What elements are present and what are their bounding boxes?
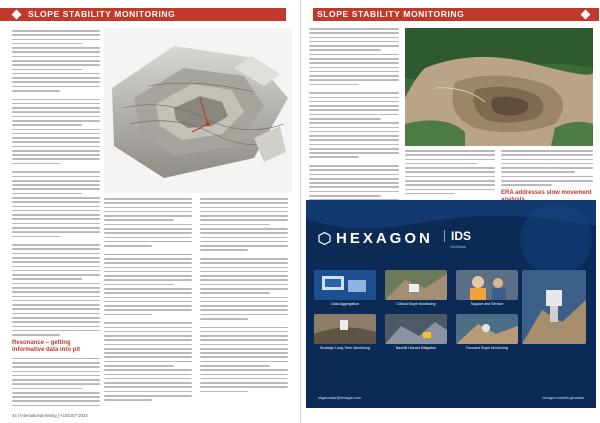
ids-logo-subtitle: GeoRadar <box>450 245 467 249</box>
tile-focused-slope-monitoring <box>456 314 518 355</box>
header-diamond-icon <box>581 10 591 20</box>
tile-critical-slope-monitoring <box>385 270 447 311</box>
tile-label: Critical Slope Monitoring <box>396 302 436 306</box>
mine-3d-model-image <box>104 28 292 193</box>
ids-logo: IDS <box>444 230 471 242</box>
left-text-column-3 <box>200 198 288 395</box>
aerial-mine-photo <box>405 28 593 146</box>
left-page-footer: 44 | International Mining | AUGUST 2024 <box>12 413 88 418</box>
tile-label: Strategic Long-Term Monitoring <box>319 346 371 350</box>
tile-image <box>456 270 518 300</box>
right-header-bar <box>313 8 599 21</box>
tile-label: Focused Slope Monitoring <box>466 346 508 350</box>
right-text-column-2 <box>405 150 495 197</box>
advert-url[interactable]: hexagon.com/ids-georadar <box>542 396 584 400</box>
tile-data-aggregation <box>314 270 376 311</box>
left-header-title: SLOPE STABILITY MONITORING <box>28 9 176 19</box>
right-text-column-1 <box>309 28 399 208</box>
tile-strategic-long-term-monitoring <box>314 314 376 355</box>
tile-image <box>385 314 447 344</box>
right-header-title: SLOPE STABILITY MONITORING <box>317 9 465 19</box>
advert-contact[interactable]: idsgeoradar@hexagon.com <box>318 396 362 400</box>
tile-image <box>314 314 376 344</box>
tile-backfill-hazard-mitigation <box>385 314 447 355</box>
advert-side-photo <box>522 270 586 344</box>
hexagon-brand-name: HEXAGON <box>336 230 433 247</box>
tile-label: Data Aggregation <box>331 302 359 306</box>
left-text-column-1 <box>12 30 100 409</box>
tile-image <box>385 270 447 300</box>
tile-image <box>456 314 518 344</box>
tile-image <box>314 270 376 300</box>
right-subheading: ERA addresses slow movement <box>501 189 592 196</box>
tile-label: Support and Service <box>470 302 504 306</box>
header-diamond-icon <box>12 10 22 20</box>
tile-label: Backfill Hazard Mitigation <box>395 346 437 350</box>
tile-support-and-service <box>456 270 518 311</box>
left-subheading: Resonance – getting informative data into pit <box>12 339 81 353</box>
left-text-column-2 <box>104 198 192 404</box>
left-header-bar <box>0 8 286 21</box>
right-page <box>300 0 600 423</box>
hexagon-advert <box>306 200 596 408</box>
